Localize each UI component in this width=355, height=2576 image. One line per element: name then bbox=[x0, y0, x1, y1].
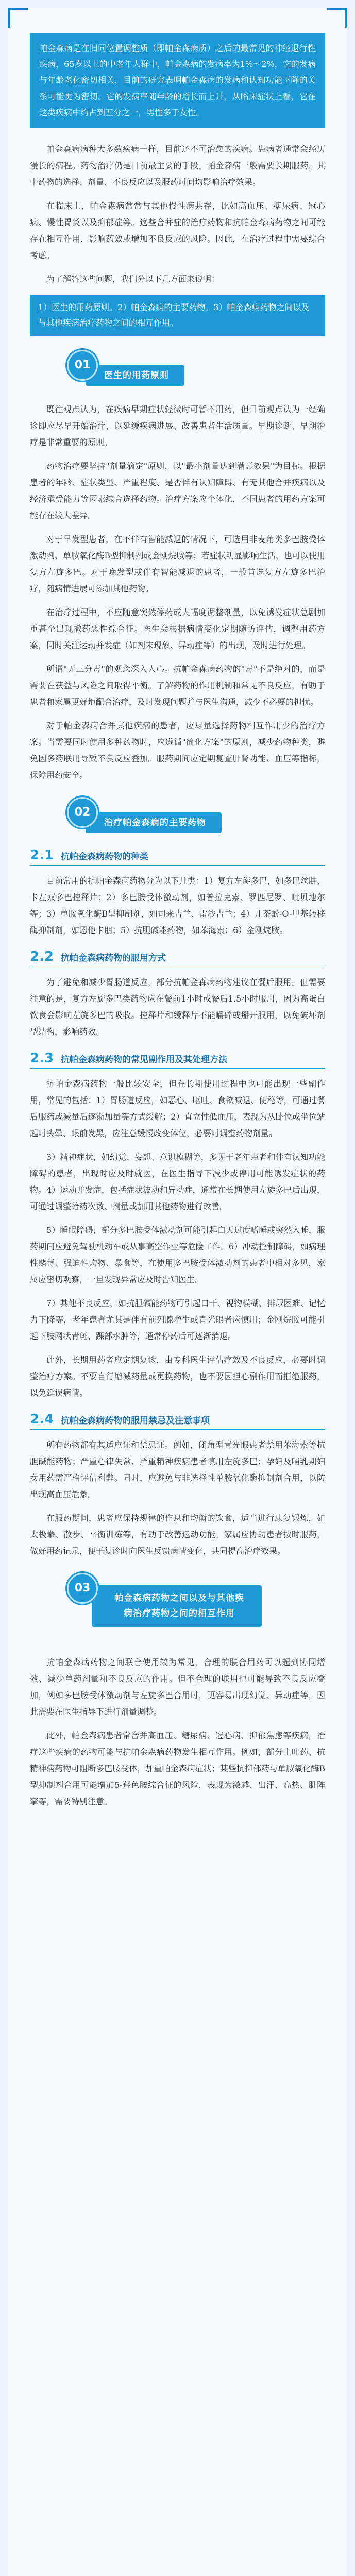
section-heading bbox=[30, 1573, 325, 1643]
subsection-heading bbox=[30, 849, 325, 866]
subsection-title: 抗帕金森病药物的种类 bbox=[61, 851, 149, 862]
subsection-number: 2.4 bbox=[30, 1411, 54, 1427]
subsection-title: 抗帕金森病药物的常见副作用及其处理方法 bbox=[61, 1054, 228, 1065]
paragraph: 帕金森病病种大多数疾病一样，目前还不可治愈的疾病。患病者通常会经历漫长的病程。药物治疗仍是目前最主要的手段。帕金森病一般需要长期服药，其中药物的选择、剂量、不良反应以及服药时间均影响治疗效果。 bbox=[30, 144, 325, 187]
subsection-heading bbox=[30, 1413, 325, 1430]
subsection-number: 2.3 bbox=[30, 1050, 54, 1066]
corner-decoration bbox=[327, 8, 347, 28]
paragraph: 抗帕金森病药物之间联合使用较为常见，合理的联合用药可以起到协同增效、减少单药剂量和不良反应的作用。但不合理的联用也可能导致不良反应叠加，例如多巴胺受体激动剂与左旋多巴合用时，更容易出现幻觉、异动症等，因此需要在医生指导下进行剂量调整。 bbox=[30, 1657, 325, 1717]
intro-box: 帕金森病是在旧同位置调整质（即帕金森病质）之后的最常见的神经退行性疾病，65岁以上的中老年人群中，帕金森病的发病率为1%～2%，它的发病与年龄老化密切相关，目前的研究表明帕金森病的发病和认知功能下降的关系可能更为密切。它的发病率随年龄的增长而上升，从临床症状上看，它在这类疾病中约占到五分之一，男性多于女性。 bbox=[30, 33, 325, 128]
subsection-number: 2.1 bbox=[30, 847, 54, 863]
paragraph: 3）精神症状，如幻觉、妄想、意识模糊等，多见于老年患者和伴有认知功能障碍的患者，出现时应及时就医，在医生指导下减少或停用可能诱发症状的药物。4）运动并发症，包括症状波动和异动症，通常在长期使用左旋多巴后出现，可通过调整给药次数、剂量或加用其他药物进行改善。 bbox=[30, 1151, 325, 1211]
paragraph: 5）睡眠障碍，部分多巴胺受体激动剂可能引起白天过度嗜睡或突然入睡，服药期间应避免驾驶机动车或从事高空作业等危险工作。6）冲动控制障碍，如病理性赌博、强迫性购物、暴食等，在使用多巴胺受体激动剂的患者中相对多见，家属应密切观察，一旦发现异常应及时告知医生。 bbox=[30, 1225, 325, 1284]
paragraph: 目前常用的抗帕金森病药物分为以下几类：1）复方左旋多巴，如多巴丝肼、卡左双多巴控释片；2）多巴胺受体激动剂，如普拉克索、罗匹尼罗、吡贝地尔等；3）单胺氧化酶B型抑制剂，如司来吉兰、雷沙吉兰；4）儿茶酚-O-甲基转移酶抑制剂，如恩他卡朋；5）抗胆碱能药物，如苯海索；6）金刚烷胺。 bbox=[30, 875, 325, 935]
paragraph: 在临床上，帕金森病常常与其他慢性病共存，比如高血压、糖尿病、冠心病、慢性胃炎以及抑郁症等。这些合并症的治疗药物和抗帕金森病药物之间可能存在相互作用，影响药效或增加不良反应的风险。因此，在治疗过程中需要综合考虑。 bbox=[30, 200, 325, 260]
paragraph: 对于帕金森病合并其他疾病的患者，应尽量选择药物相互作用少的治疗方案。当需要同时使用多种药物时，应遵循"简化方案"的原则，减少药物种类，避免因多药联用导致不良反应叠加。服药期间应定期复查肝肾功能、血压等指标，保障用药安全。 bbox=[30, 720, 325, 780]
section-title: 帕金森病药物之间以及与其他疾病治疗药物之间的相互作用 bbox=[92, 1585, 262, 1627]
paragraph: 既往观点认为，在疾病早期症状轻微时可暂不用药，但目前观点认为一经确诊即应尽早开始治疗，以延缓疾病进展、改善患者生活质量。早期诊断、早期治疗是非常重要的原则。 bbox=[30, 404, 325, 447]
subsection-title: 抗帕金森病药物的服用方式 bbox=[61, 953, 166, 963]
paragraph: 此外，帕金森病患者常合并高血压、糖尿病、冠心病、抑郁焦虑等疾病，治疗这些疾病的药物可能与抗帕金森病药物发生相互作用。例如，部分止吐药、抗精神病药物可阻断多巴胺受体，加重帕金森病症状；某些抗抑郁药与单胺氧化酶B型抑制剂合用可能增加5-羟色胺综合征的风险，表现为激越、出汗、高热、肌阵挛等，需要特别注意。 bbox=[30, 1730, 325, 1806]
outline-box: 1）医生的用药原则。2）帕金森病的主要药物。3）帕金森病药物之间以及与其他疾病治疗药物之间的相互作用。 bbox=[30, 295, 325, 336]
section-number-badge: 03 bbox=[67, 1573, 98, 1604]
article-content bbox=[8, 8, 347, 1848]
section-heading bbox=[30, 797, 325, 837]
corner-decoration bbox=[8, 8, 28, 28]
subsection-number: 2.2 bbox=[30, 948, 54, 964]
section-number-badge: 01 bbox=[67, 350, 98, 381]
paragraph: 7）其他不良反应，如抗胆碱能药物可引起口干、视物模糊、排尿困难、记忆力下降等，老年患者尤其是伴有前列腺增生或青光眼者应慎用；金刚烷胺可能引起下肢网状青斑、踝部水肿等，通常停药后可逐渐消退。 bbox=[30, 1298, 325, 1341]
paragraph: 为了解答这些问题，我们分以下几方面来说明： bbox=[46, 274, 220, 284]
article-sections bbox=[30, 141, 325, 1810]
subsection-heading bbox=[30, 950, 325, 967]
paragraph: 所有药物都有其适应证和禁忌证。例如，闭角型青光眼患者禁用苯海索等抗胆碱能药物；严重心律失常、严重精神疾病患者慎用左旋多巴；孕妇及哺乳期妇女用药需严格评估利弊。同时，应避免与非选择性单胺氧化酶抑制剂合用，以防出现高血压危象。 bbox=[30, 1439, 325, 1499]
paragraph: 所谓"无三分毒"的观念深入人心。抗帕金森病药物的"毒"不是绝对的，而是需要在获益与风险之间取得平衡。了解药物的作用机制和常见不良反应，有助于患者和家属更好地配合治疗，及时发现问题并与医生沟通，减少不必要的担忧。 bbox=[30, 664, 325, 707]
paragraph: 在服药期间，患者应保持规律的作息和均衡的饮食，适当进行康复锻炼，如太极拳、散步、平衡训练等，有助于改善运动功能。家属应协助患者按时服药，做好用药记录，便于复诊时向医生反馈病情变化，共同提高治疗效果。 bbox=[30, 1513, 325, 1556]
paragraph: 此外，长期用药者应定期复诊，由专科医生评估疗效及不良反应，必要时调整治疗方案。不要自行增减药量或更换药物，也不要因担心副作用而拒绝服药，以免延误病情。 bbox=[30, 1354, 325, 1398]
page-frame bbox=[8, 8, 347, 2576]
section-title: 治疗帕金森病的主要药物 bbox=[86, 812, 222, 833]
paragraph: 为了避免和减少胃肠道反应，部分抗帕金森病药物建议在餐后服用。但需要注意的是，复方左旋多巴类药物应在餐前1小时或餐后1.5小时服用，因为高蛋白饮食会影响左旋多巴的吸收。控释片和缓释片不能嚼碎或掰开服用，以免破坏剂型结构，影响药效。 bbox=[30, 977, 325, 1037]
paragraph: 抗帕金森病药物一般比较安全，但在长期使用过程中也可能出现一些副作用，常见的包括：1）胃肠道反应，如恶心、呕吐、食欲减退、便秘等，可通过餐后服药或减量后逐渐加量等方式缓解；2）直立性低血压，表现为从卧位或坐位站起时头晕、眼前发黑，应注意缓慢改变体位，必要时调整药物剂量。 bbox=[30, 1078, 325, 1138]
paragraph: 药物治疗要坚持"剂量滴定"原则，以"最小剂量达到满意效果"为目标。根据患者的年龄、症状类型、严重程度、是否伴有认知障碍、有无其他合并疾病以及经济承受能力等因素综合选择药物。治疗方案应个体化，不同患者的用药方案可能存在较大差异。 bbox=[30, 461, 325, 520]
section-number-badge: 02 bbox=[67, 797, 98, 828]
section-title: 医生的用药原则 bbox=[86, 365, 184, 386]
paragraph: 对于早发型患者，在不伴有智能减退的情况下，可选用非麦角类多巴胺受体激动剂、单胺氧化酶B型抑制剂或金刚烷胺等；若症状明显影响生活，也可以使用复方左旋多巴。对于晚发型或伴有智能减退的患者，一般首选复方左旋多巴治疗，随病情进展可添加其他药物。 bbox=[30, 534, 325, 594]
subsection-heading bbox=[30, 1052, 325, 1069]
paragraph: 在治疗过程中，不应随意突然停药或大幅度调整剂量，以免诱发症状急剧加重甚至出现撤药恶性综合征。医生会根据病情变化定期随访评估，调整用药方案，同时关注运动并发症（如剂末现象、异动症等）的出现，及时进行处理。 bbox=[30, 607, 325, 650]
section-heading bbox=[30, 350, 325, 390]
subsection-title: 抗帕金森病药物的服用禁忌及注意事项 bbox=[61, 1415, 210, 1426]
